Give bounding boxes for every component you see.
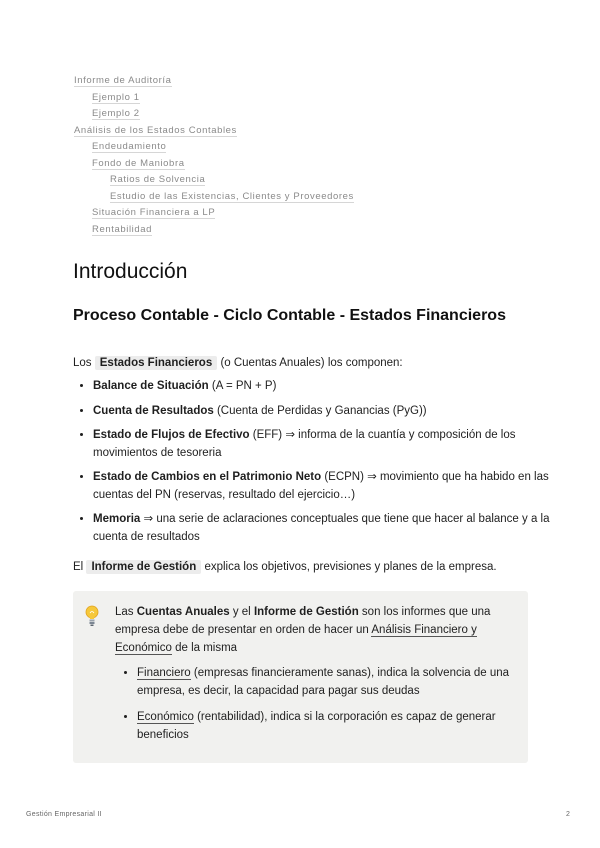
toc-link-ratios-solvencia[interactable]: Ratios de Solvencia <box>110 174 206 185</box>
toc-link-ejemplo-2[interactable]: Ejemplo 2 <box>92 108 140 119</box>
table-of-contents <box>74 73 534 238</box>
list-item: • Balance de Situación (A = PN + P) <box>93 378 553 396</box>
list-item: • Estado de Cambios en el Patrimonio Neto (ECPN) ⇒ movimiento que ha habido en las cuentas del PN (reservas, resultado del ejercicio…) <box>93 469 553 504</box>
section-heading: Proceso Contable - Ciclo Contable - Estados Financieros <box>73 307 506 324</box>
list-item: • Financiero (empresas financieramente sanas), indica la solvencia de una empresa, es decir, la capacidad para pagar sus deudas <box>137 664 533 700</box>
list-item: • Económico (rentabilidad), indica si la corporación es capaz de generar beneficios <box>137 708 533 744</box>
lightbulb-icon <box>85 605 99 627</box>
footer-page-number: 2 <box>566 811 570 818</box>
analisis-link[interactable]: Análisis Financiero y Económico <box>115 624 477 654</box>
toc-link-situacion-financiera[interactable]: Situación Financiera a LP <box>92 207 216 218</box>
list-item: • Memoria ⇒ una serie de aclaraciones conceptuales que tiene que hacer al balance y a la cuenta de resultados <box>93 511 553 546</box>
callout-box <box>73 591 528 763</box>
financiero-link[interactable]: Financiero <box>137 667 191 679</box>
highlight-estados-financieros: Estados Financieros <box>95 356 217 370</box>
highlight-informe-gestion: Informe de Gestión <box>86 560 201 574</box>
footer-course-name: Gestión Empresarial II <box>26 811 102 818</box>
intro-paragraph: Los Estados Financieros (o Cuentas Anuales) los componen: <box>73 357 403 369</box>
list-item: • Estado de Flujos de Efectivo (EFF) ⇒ informa de la cuantía y composición de los movimientos de tesoreria <box>93 427 553 462</box>
toc-link-informe-auditoria[interactable]: Informe de Auditoría <box>74 75 172 86</box>
toc-link-analisis-estados-contables[interactable]: Análisis de los Estados Contables <box>74 124 237 136</box>
toc-link-fondo-maniobra[interactable]: Fondo de Maniobra <box>92 157 185 169</box>
callout-text: Las Cuentas Anuales y el Informe de Gestión son los informes que una empresa debe de presentar en orden de hacer un Análisis Financiero y Económico de la misma <box>115 606 491 654</box>
estados-financieros-list <box>73 378 553 553</box>
informe-gestion-paragraph: El Informe de Gestión explica los objetivos, previsiones y planes de la empresa. <box>73 561 497 573</box>
toc-link-endeudamiento[interactable]: Endeudamiento <box>92 141 167 152</box>
toc-link-ejemplo-1[interactable]: Ejemplo 1 <box>92 91 140 103</box>
toc-link-estudio-existencias[interactable]: Estudio de las Existencias, Clientes y Proveedores <box>110 190 354 202</box>
callout-list <box>115 664 533 752</box>
toc-link-rentabilidad[interactable]: Rentabilidad <box>92 223 153 235</box>
page-title: Introducción <box>73 260 188 283</box>
list-item: • Cuenta de Resultados (Cuenta de Perdidas y Ganancias (PyG)) <box>93 403 553 421</box>
economico-link[interactable]: Económico <box>137 711 194 723</box>
